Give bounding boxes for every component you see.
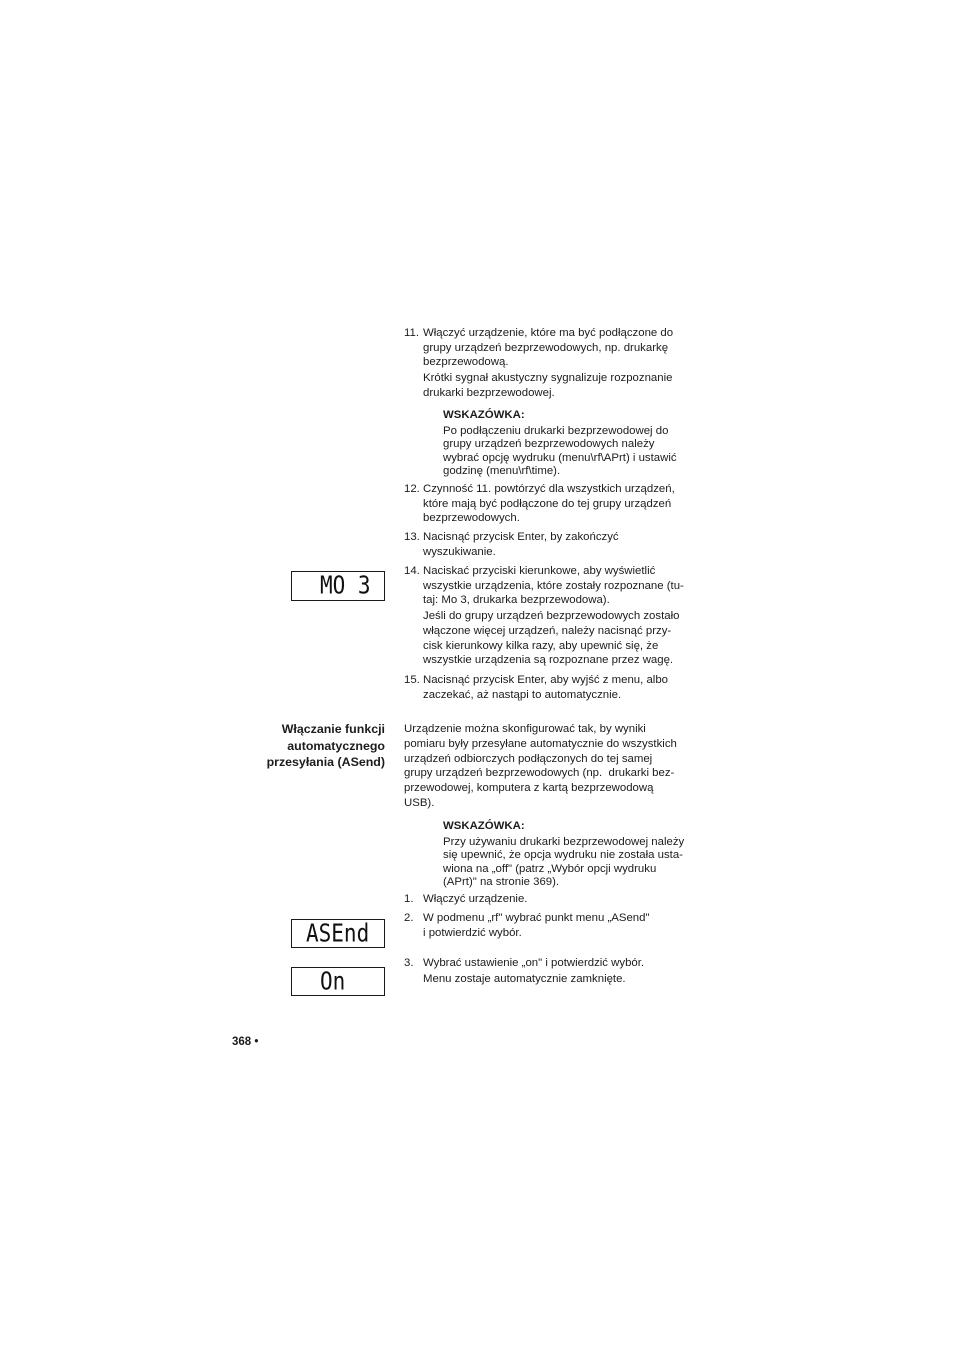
step-text-line: Wybrać ustawienie „on" i potwierdzić wybór. [423, 957, 645, 969]
step-11 [404, 326, 673, 401]
note-text-line: Po podłączeniu drukarki bezprzewodowej do [443, 425, 669, 437]
section-heading [267, 721, 385, 771]
scale-display-device [291, 571, 385, 601]
heading-line: automatycznego [287, 738, 385, 753]
heading-line: przesyłania (ASend) [266, 755, 385, 769]
step-body [423, 892, 527, 907]
asend-step-1 [404, 892, 527, 907]
step-text-line: Jeśli do grupy urządzeń bezprzewodowych zostało [423, 610, 680, 623]
step-number: 3. [404, 957, 414, 969]
step-body [423, 911, 650, 940]
intro-text-line: Urządzenie można skonfigurować tak, by wyniki [404, 723, 646, 735]
heading-line: Włączanie funkcji [281, 722, 385, 736]
step-text-line: Naciskać przyciski kierunkowe, aby wyświetlić [423, 565, 656, 577]
step-text-line: Krótki sygnał akustyczny sygnalizuje rozpoznanie [423, 372, 673, 385]
note-title: WSKAZÓWKA: [443, 409, 525, 421]
intro-text-line: urządzeń odbiorczych podłączonych do tej samej [404, 752, 653, 765]
step-text-line: i potwierdzić wybór. [423, 926, 522, 939]
note-text-line: godzinę (menu\rf\time). [443, 464, 561, 477]
scale-display-asend [291, 919, 385, 948]
step-body [423, 482, 675, 526]
step-text-line: grupy urządzeń bezprzewodowych, np. drukarkę [423, 341, 669, 354]
step-body [423, 673, 668, 702]
step-body [423, 564, 684, 668]
step-text-line: Włączyć urządzenie, które ma być podłączone do [423, 327, 674, 339]
step-number: 12. [404, 483, 420, 495]
step-body [423, 530, 619, 559]
step-text-line: Nacisnąć przycisk Enter, aby wyjść z menu, albo [423, 674, 668, 686]
step-body [423, 956, 644, 986]
note-box [443, 408, 677, 478]
note-text-line: Przy używaniu drukarki bezprzewodowej należy [443, 836, 685, 848]
note-text-line: się upewnić, że opcja wydruku nie została usta- [443, 849, 683, 862]
step-text-line: Włączyć urządzenie. [423, 893, 528, 905]
step-text-line: taj: Mo 3, drukarka bezprzewodowa). [423, 594, 610, 607]
note-box [443, 819, 684, 889]
note-text-line: wybrać opcję wydruku (menu\rf\APrt) i ustawić [443, 451, 677, 464]
step-text-line: zaczekać, aż nastąpi to automatycznie. [423, 688, 622, 701]
display-readout: On [320, 967, 346, 996]
step-text-line: cisk kierunkowy kilka razy, aby upewnić się, że [423, 639, 659, 652]
step-number: 13. [404, 531, 420, 543]
step-text-line: bezprzewodową. [423, 356, 509, 369]
step-text-line: W podmenu „rf" wybrać punkt menu „ASend" [423, 912, 650, 924]
step-text-line: które mają być podłączone do tej grupy urządzeń [423, 497, 672, 510]
asend-step-2 [404, 911, 650, 940]
note-title: WSKAZÓWKA: [443, 820, 525, 832]
intro-text-line: grupy urządzeń bezprzewodowych (np. drukarki bez- [404, 767, 675, 780]
step-12 [404, 482, 675, 526]
intro-text-line: przewodowej, komputera z kartą bezprzewodową [404, 782, 654, 795]
step-followup [423, 609, 684, 668]
page-number: 368 • [232, 1036, 259, 1048]
step-number: 11. [404, 327, 419, 339]
step-text-line: wszystkie urządzenia są rozpoznane przez wagę. [423, 654, 674, 667]
step-followup [423, 371, 673, 400]
step-text-line: drukarki bezprzewodowej. [423, 386, 555, 399]
step-13 [404, 530, 619, 559]
asend-step-3 [404, 956, 644, 986]
step-number: 15. [404, 674, 420, 686]
scale-display-on [291, 967, 385, 996]
step-number: 14. [404, 565, 420, 577]
step-text-line: bezprzewodowych. [423, 512, 520, 525]
step-number: 2. [404, 912, 414, 924]
section-intro [404, 722, 677, 811]
step-text-line: Menu zostaje automatycznie zamknięte. [423, 972, 626, 985]
step-body [423, 326, 673, 401]
step-text-line: wszystkie urządzenia, które zostały rozpoznane (tu- [423, 579, 684, 592]
step-text-line: Czynność 11. powtórzyć dla wszystkich urządzeń, [423, 483, 675, 495]
note-body [443, 425, 677, 478]
note-text-line: grupy urządzeń bezprzewodowych należy [443, 438, 655, 451]
step-number: 1. [404, 893, 414, 905]
intro-text-line: pomiaru były przesyłane automatycznie do wszystkich [404, 737, 677, 750]
step-14 [404, 564, 684, 668]
step-text-line: wyszukiwanie. [423, 545, 496, 558]
intro-text-line: USB). [404, 796, 435, 809]
step-text-line: Nacisnąć przycisk Enter, by zakończyć [423, 531, 619, 543]
step-followup [423, 972, 644, 987]
note-text-line: (APrt)" na stronie 369). [443, 875, 560, 888]
step-15 [404, 673, 668, 702]
note-text-line: wiona na „off" (patrz „Wybór opcji wydruku [443, 862, 657, 875]
note-body [443, 836, 684, 889]
display-readout: ASEnd [306, 919, 370, 948]
display-readout: MO 3 [320, 571, 371, 600]
step-text-line: włączone więcej urządzeń, należy nacisnąć przy- [423, 624, 672, 637]
